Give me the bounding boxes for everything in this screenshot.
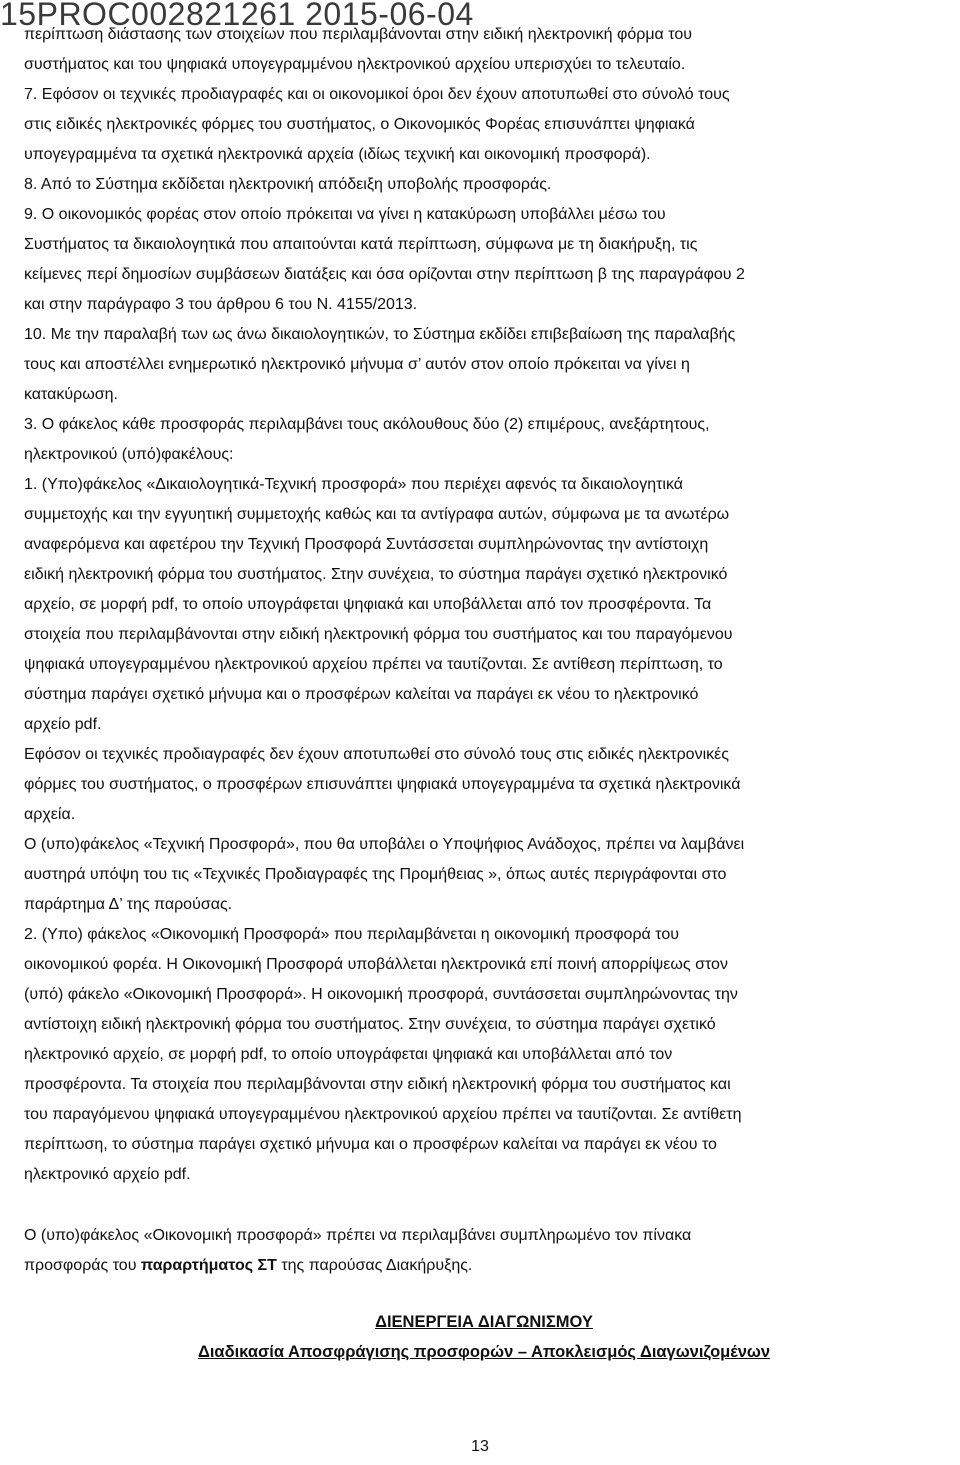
section-heading: ΔΙΕΝΕΡΓΕΙΑ ΔΙΑΓΩΝΙΣΜΟΥ — [375, 1313, 593, 1331]
text-line: 10. Με την παραλαβή των ως άνω δικαιολογητικών, το Σύστημα εκδίδει επιβεβαίωση της παραλαβής — [24, 326, 736, 343]
text-line: κατακύρωση. — [24, 386, 118, 403]
text-line: αντίστοιχη ειδική ηλεκτρονική φόρμα του συστήματος. Στην συνέχεια, το σύστημα παράγει σχετικό — [24, 1016, 716, 1033]
text-line: ψηφιακά υπογεγραμμένου ηλεκτρονικού αρχείου πρέπει να ταυτίζονται. Σε αντίθεση περίπτωση, το — [24, 656, 723, 673]
text-line: 8. Από το Σύστημα εκδίδεται ηλεκτρονική απόδειξη υποβολής προσφοράς. — [24, 176, 552, 193]
text-line: συμμετοχής και την εγγυητική συμμετοχής καθώς και τα αντίγραφα αυτών, σύμφωνα με τα ανωτέρω — [24, 506, 730, 523]
text-line: ηλεκτρονικού (υπό)φακέλους: — [24, 446, 234, 463]
text-line: του παραγόμενου ψηφιακά υπογεγραμμένου ηλεκτρονικού αρχείου πρέπει να ταυτίζονται. Σε αντίθετη — [24, 1106, 742, 1123]
text-line: αναφερόμενα και αφετέρου την Τεχνική Προσφορά Συντάσσεται συμπληρώνοντας την αντίστοιχη — [24, 536, 709, 553]
text-line: στοιχεία που περιλαμβάνονται στην ειδική ηλεκτρονική φόρμα του συστήματος και του παραγόμενου — [24, 626, 733, 643]
page-number: 13 — [471, 1438, 489, 1455]
text-fragment: της παρούσας Διακήρυξης. — [276, 1257, 473, 1274]
text-line: Ο (υπο)φάκελος «Τεχνική Προσφορά», που θα υποβάλει ο Υποψήφιος Ανάδοχος, πρέπει να λαμβάνει — [24, 836, 745, 853]
text-line: προσφέροντα. Τα στοιχεία που περιλαμβάνονται στην ειδική ηλεκτρονική φόρμα του συστήματος και — [24, 1076, 731, 1093]
text-line: ηλεκτρονικό αρχείο, σε μορφή pdf, το οποίο υπογράφεται ψηφιακά και υποβάλλεται από τον — [24, 1046, 673, 1063]
text-line: αρχείο pdf. — [24, 716, 102, 733]
text-line: 2. (Υπο) φάκελος «Οικονομική Προσφορά» που περιλαμβάνεται η οικονομική προσφορά του — [24, 926, 679, 943]
section-subheading: Διαδικασία Αποσφράγισης προσφορών – Αποκλεισμός Διαγωνιζομένων — [197, 1343, 771, 1361]
paragraph-spacer — [24, 1190, 944, 1221]
text-line: Εφόσον οι τεχνικές προδιαγραφές δεν έχουν αποτυπωθεί στο σύνολό τους στις ειδικές ηλεκτρονικές — [24, 746, 729, 763]
text-line: αυστηρά υπόψη του τις «Τεχνικές Προδιαγραφές της Προμήθειας », όπως αυτές περιγράφονται στο — [24, 866, 727, 883]
text-line: οικονομικού φορέα. Η Οικονομική Προσφορά υποβάλλεται ηλεκτρονικά επί ποινή απορρίψεως στον — [24, 956, 728, 973]
text-line: σύστημα παράγει σχετικό μήνυμα και ο προσφέρων καλείται να παράγει εκ νέου το ηλεκτρονικό — [24, 686, 699, 703]
text-line: κείμενες περί δημοσίων συμβάσεων διατάξεις και όσα ορίζονται στην περίπτωση β της παραγράφου 2 — [24, 266, 745, 283]
text-line: υπογεγραμμένα τα σχετικά ηλεκτρονικά αρχεία (ιδίως τεχνική και οικονομική προσφορά). — [24, 146, 651, 163]
text-line: 9. Ο οικονομικός φορέας στον οποίο πρόκειται να γίνει η κατακύρωση υποβάλλει μέσω του — [24, 206, 666, 223]
text-line: στις ειδικές ηλεκτρονικές φόρμες του συστήματος, ο Οικονομικός Φορέας επισυνάπτει ψηφιακά — [24, 116, 695, 133]
text-line: περίπτωση, το σύστημα παράγει σχετικό μήνυμα και ο προσφέρων καλείται να παράγει εκ νέου το — [24, 1136, 717, 1153]
text-line: ηλεκτρονικό αρχείο pdf. — [24, 1166, 191, 1183]
text-line: ειδική ηλεκτρονική φόρμα του συστήματος. Στην συνέχεια, το σύστημα παράγει σχετικό ηλεκτρονικό — [24, 566, 728, 583]
annex-reference: παραρτήματος ΣΤ — [140, 1257, 277, 1274]
text-line: συστήματος και του ψηφιακά υπογεγραμμένου ηλεκτρονικού αρχείου υπερισχύει το τελευταίο. — [24, 56, 686, 73]
text-line: 7. Εφόσον οι τεχνικές προδιαγραφές και οι οικονομικοί όροι δεν έχουν αποτυπωθεί στο σύνολό τους — [24, 86, 730, 103]
text-line — [24, 1251, 944, 1281]
text-line: αρχείο, σε μορφή pdf, το οποίο υπογράφεται ψηφιακά και υποβάλλεται από τον προσφέροντα. Τα — [24, 596, 712, 613]
text-line: περίπτωση διάστασης των στοιχείων που περιλαμβάνονται στην ειδική ηλεκτρονική φόρμα του — [24, 26, 692, 43]
text-line: αρχεία. — [24, 806, 76, 823]
text-line: φόρμες του συστήματος, ο προσφέρων επισυνάπτει ψηφιακά υπογεγραμμένα τα σχετικά ηλεκτρονικά — [24, 776, 741, 793]
text-line: τους και αποστέλλει ενημερωτικό ηλεκτρονικό μήνυμα σ’ αυτόν στον οποίο πρόκειται να γίνει η — [24, 356, 690, 373]
text-line: παράρτημα Δ’ της παρούσας. — [24, 896, 233, 913]
text-line: και στην παράγραφο 3 του άρθρου 6 του Ν. 4155/2013. — [24, 296, 418, 313]
text-line: 3. Ο φάκελος κάθε προσφοράς περιλαμβάνει τους ακόλουθους δύο (2) επιμέρους, ανεξάρτητους, — [24, 416, 710, 433]
text-fragment: προσφοράς του — [24, 1257, 141, 1274]
text-line: Συστήματος τα δικαιολογητικά που απαιτούνται κατά περίπτωση, σύμφωνα με τη διακήρυξη, τις — [24, 236, 698, 253]
text-line: (υπό) φάκελο «Οικονομική Προσφορά». Η οικονομική προσφορά, συντάσσεται συμπληρώνοντας την — [24, 986, 738, 1003]
document-id-stamp: 15PROC002821261 2015-06-04 — [0, 0, 474, 32]
text-line: Ο (υπο)φάκελος «Οικονομική προσφορά» πρέπει να περιλαμβάνει συμπληρωμένο τον πίνακα — [24, 1227, 692, 1244]
text-line: 1. (Υπο)φάκελος «Δικαιολογητικά-Τεχνική προσφορά» που περιέχει αφενός τα δικαιολογητικά — [24, 476, 684, 493]
